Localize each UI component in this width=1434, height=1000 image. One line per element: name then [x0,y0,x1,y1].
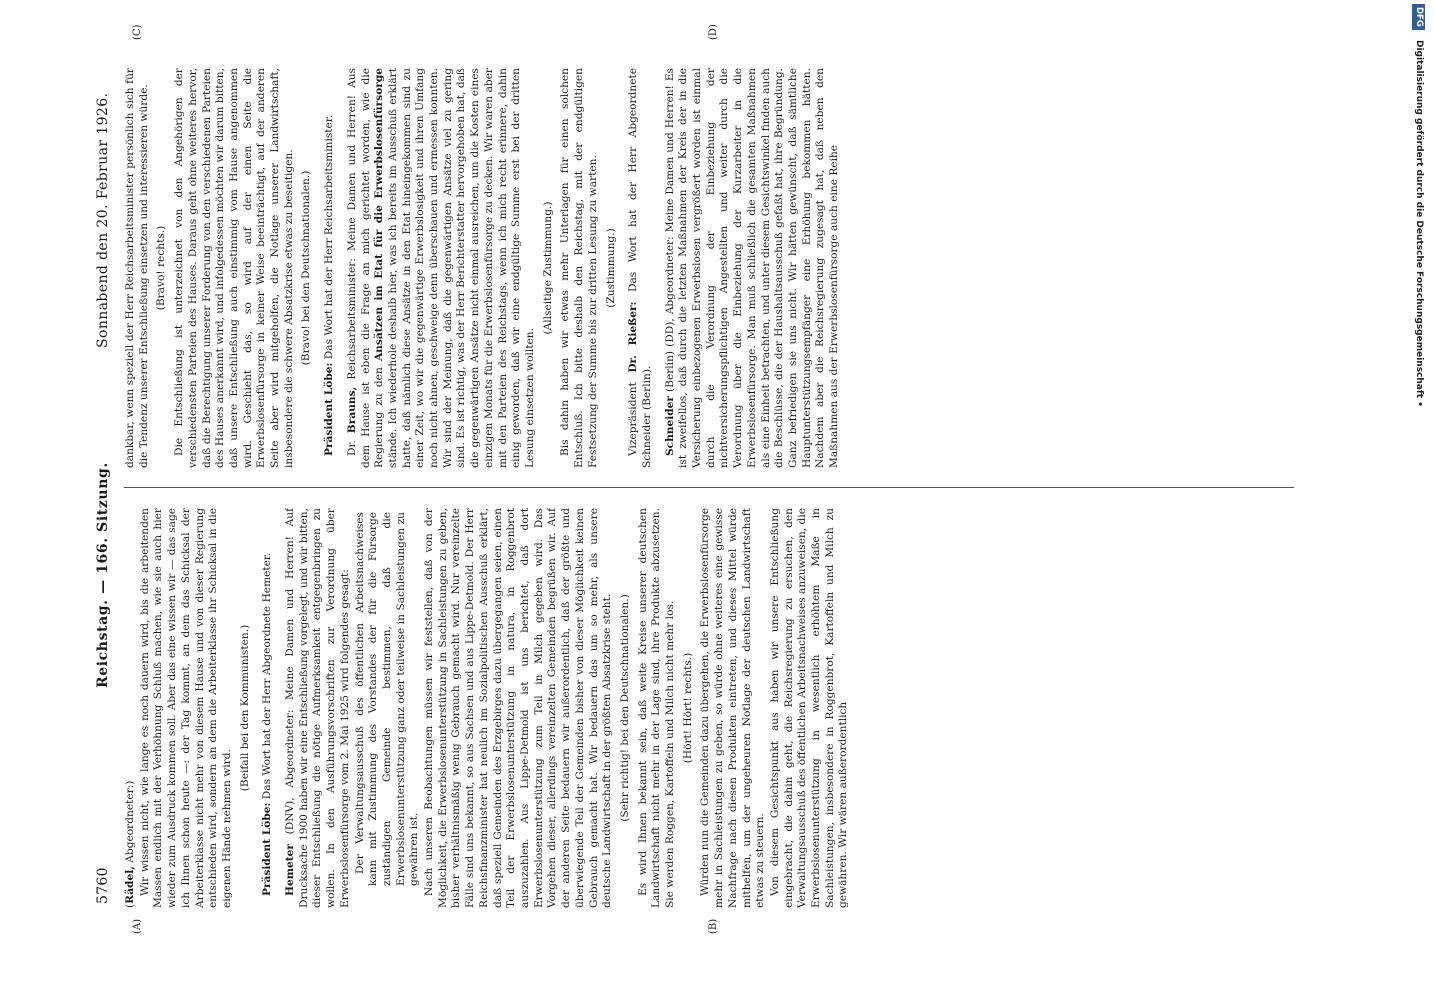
page-header [88,48,118,908]
paragraph: dankbar, wenn speziell der Herr Reichsarbeitsminister persönlich sich für die Tendenz unserer Entschließung einsetzen und interessieren würde. [124,68,150,468]
remark-text: Das Wort hat der Herr Abgeordnete Schneider (Berlin). [627,68,653,468]
speaker-name: Präsident Löbe: [323,362,336,456]
margin-letter-b: (B) [708,918,719,934]
page-number: 5760 [95,867,111,904]
applause-note: (Beifall bei den Kommunisten.) [238,624,251,792]
applause-note: (Zustimmung.) [604,228,617,308]
paragraph: Wir wissen nicht, wie lange es noch dauern wird, bis die arbeitenden Massen endlich mit der Verhöhnung Schluß machen, wie sie auch hier wieder zum Ausdruck kommen soll. Aber das eine wissen wir — das sage ich Ihnen schon heute —: der Tag kommt, an dem das Schicksal der Arbeiterklasse nicht mehr von diesem Hause und von dieser Regierung entschieden wird, sondern an dem die Arbeiterklasse ihr Schicksal in die eigenen Hände nehmen wird. [138,508,233,908]
speaker-role: Abgeordneter: [124,784,136,863]
emphasis-text: Ansätzen im Etat für die Erwerbslosenfürsorge [373,68,386,362]
paragraph: Nach unseren Beobachtungen müssen wir feststellen, daß von der Möglichkeit, die Erwerbslosenunterstützung in Sachleistungen zu geben, bisher verhältnismäßig wenig Gebrauch gemacht wird. Nur vereinzelte Fälle sind uns bekannt, so aus Sachsen und aus Lippe-Detmold. Der Herr Reichsfinanzminister hat neulich im Sozialpolitischen Ausschuß erklärt, daß speziell Gemeinden des Erzgebirges dazu übergegangen seien, einen Teil der Erwerbslosenunterstützung in natura, in Roggenbrot auszuzahlen. Aus Lippe-Detmold ist uns berichtet, daß dort Erwerbslosenunterstützung zum Teil in Milch gegeben wird. Das Vorgehen dieser, allerdings vereinzelten Gemeinden begrüßen wir. Auf der anderen Seite bedauern wir außerordentlich, daß der größte und überwiegende Teil der Gemeinden bisher von dieser Möglichkeit keinen Gebrauch gemacht hat. Wir bedauern das um so mehr, als unsere deutsche Landwirtschaft in der größten Absatzkrise steht. [423,508,614,908]
paragraph: Bis dahin haben wir etwas mehr Unterlagen für einen solchen Entschluß. Ich bitte deshalb den Reichstag, mit der endgültigen Festsetzung der Summe bis zur dritten Lesung zu warten. [559,68,599,468]
applause-note: (Bravo! bei den Deutschnationalen.) [300,170,313,366]
speaker-line-raedel: (Rädel, Abgeordneter:) [124,780,136,908]
margin-letter-d: (D) [708,24,719,40]
president-remark [323,68,337,468]
column-divider [124,487,1294,488]
paragraph: Die Entschließung ist unterzeichnet von den Angehörigen der verschiedensten Parteien des Hauses. Daraus geht ohne weiteres hervor, daß die Berechtigung unserer Forderung von den verschiedenen Parteien des Hauses anerkannt wird, und infolgedessen möchten wir darum bitten, daß unsere Entschließung auch einstimmig vom Hause angenommen wird. Geschieht das, so wird auf der einen Seite die Erwerbslosenfürsorge in keiner Weise beeinträchtigt, auf der anderen Seite aber wird mitgeholfen, die Notlage unserer Landwirtschaft, insbesondere die schwere Absatzkrise etwas zu beseitigen. [173,68,295,468]
speaker-title: Dr. [345,440,358,456]
session-title: Reichstag. — 166. Sitzung. [95,462,111,688]
page-content [88,24,1318,934]
paragraph: Würden nun die Gemeinden dazu übergehen, die Erwerbslosenfürsorge mehr in Sachleistungen zu geben, so würde ohne weiteres eine gewisse Nachfrage nach diesen Produkten eintreten, und dieses Mittel würde mithelfen, um der ungeheuren Notlage der deutschen Landwirtschaft etwas zu steuern. [699,508,767,908]
speaker-name: Hemeter [284,844,297,896]
speaker-name: Brauns, [345,386,358,434]
paragraph: Es wird Ihnen bekannt sein, daß weite Kreise unserer deutschen Landwirtschaft nicht mehr in der Lage sind, ihre Produkte abzusetzen. Sie werden Roggen, Kartoffeln und Milch nicht mehr los. [636,508,677,908]
quoted-regulation: Der Verwaltungsausschuß des öffentlichen Arbeitsnachweises kann mit Zustimmung des Vorstandes der für die Fürsorge zuständigen Gemeinde bestimmen, daß die Erwerbslosenunterstützung ganz oder teilweise in Sachleistungen zu gewähren ist. [353,512,421,886]
dfg-logo: DFG [1412,4,1425,30]
speech-text: (DNV), Abgeordneter: Meine Damen und Herren! Auf Drucksache 1900 haben wir eine Entschließung vorgelegt, und wir bitten, dieser Entschließung die nötige Aufmerksamkeit entgegenbringen zu wollen. In den Ausführungsvorschriften zur Verordnung über Erwerbslosenfürsorge vom 2. Mai 1925 wird folgendes gesagt: [284,508,351,908]
dfg-credit-strip [1404,0,1434,1000]
left-column [124,508,1294,908]
margin-letter-a: (A) [132,918,143,934]
interjection: (Sehr richtig! bei den Deutschnationalen.) [618,594,631,822]
vice-president-remark [627,68,654,468]
session-date: Sonnabend den 20. Februar 1926. [95,92,111,348]
digitization-credit: Digitalisierung gefördert durch die Deutsche Forschungsgemeinschaft • [1414,40,1424,407]
speech-schneider [664,68,842,468]
speaker-name: Rädel, [124,866,136,904]
margin-letter-c: (C) [132,24,143,40]
speech-text: Reichsarbeitsminister: Meine Damen und Herren! Aus dem Hause ist eben die Frage an mich gerichtet worden, wie die Regierung zu den [345,68,386,468]
applause-note: (Bravo! rechts.) [155,225,168,311]
speaker-name: Dr. Rießer: [627,301,640,373]
speaker-name: Schneider [663,396,676,456]
speech-text: (Berlin) (DD), Abgeordneter: Meine Damen und Herren! Es ist zweifellos, daß durch die letzten Maßnahmen der Kreis der in die Versicherung einbezogenen Erwerbslosen vergrößert worden ist einmal durch die Verordnung der Einbeziehung der nichtversicherungspflichtigen Angestellten und weiter durch die Verordnung über die Einbeziehung der Kurzarbeiter in die Erwerbslosenfürsorge. Man muß schließlich die gesamten Maßnahmen als eine Einheit betrachten, und unter diesem Gesichtswinkel finden auch die Beschlüsse, die der Haushaltsausschuß gefaßt hat, ihre Begründung. Ganz befriedigen sie uns nicht. Wir hätten gewünscht, daß sämtliche Hauptunterstützungsempfänger eine Erhöhung bekommen hätten. Nachdem aber die Reichsregierung zugesagt hat, daß neben den Maßnahmen aus der Erwerbslosenfürsorge auch eine Reihe [663,68,841,468]
speaker-role: Vizepräsident [627,382,640,456]
speaker-name: Präsident Löbe: [261,802,274,896]
dfg-credit-rotated [1404,0,1434,1000]
interjection: (Hört! Hört! rechts.) [681,652,694,764]
speech-brauns [346,68,538,468]
paragraph: Von diesem Gesichtspunkt aus haben wir unsere Entschließung eingebracht, die dahin geht, die Reichsregierung zu ersuchen, den Verwaltungsausschuß des öffentlichen Arbeitsnachweises anzuweisen, die Erwerbslosenunterstützung in wesentlich erhöhtem Maße in Sachleistungen, insbesondere in Roggenbrot, Kartoffeln und Milch zu gewähren. Wir wären außerordentlich [768,508,850,908]
speech-intro-hemeter [284,508,353,908]
speech-text: stände. Ich wiederhole deshalb hier, was ich bereits im Ausschuß erklärt hatte, daß nämlich diese Ansätze in den Etat hineingekommen sind zu einer Zeit, wo wir die gegenwärtige Erwerbslosigkeit und ihren Umfang noch nicht ahnen, geschweige denn überschauen und ermessen konnten. Wir sind der Meinung, daß die gegenwärtigen Ansätze viel zu gering sind. Es ist richtig, was der Herr Berichterstatter hervorgehoben hat, daß die gegenwärtigen Ansätze nicht einmal ausreichen, um die Kosten eines einzigen Monats für die Erwerbslosenfürsorge zu decken. Wir waren aber mit den Parteien des Reichstags, wenn ich mich recht erinnere, dahin einig geworden, daß wir eine endgültige Summe erst bei der dritten Lesung einsetzen wollten. [386,68,536,468]
applause-note: (Allseitige Zustimmung.) [541,201,554,335]
right-column [124,68,1294,468]
remark-text: Das Wort hat der Herr Abgeordnete Hemeter. [261,552,274,800]
remark-text: Das Wort hat der Herr Reichsarbeitsminister. [323,114,336,360]
president-remark [261,508,275,908]
